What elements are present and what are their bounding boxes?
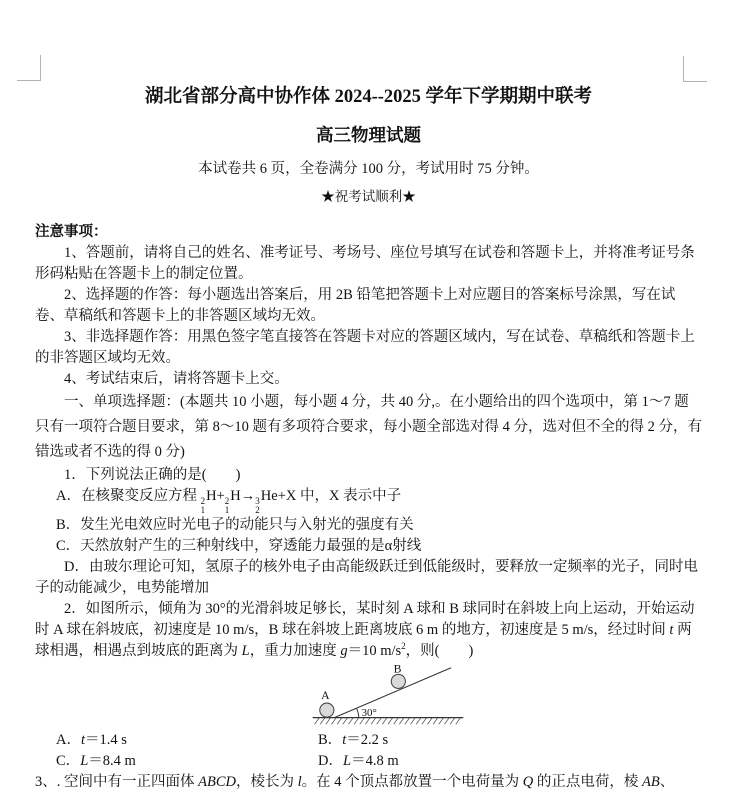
ball-B (391, 674, 405, 688)
ball-A (320, 703, 334, 717)
question-1-option-b: B．发生光电效应时光电子的动能只与入射光的强度有关 (56, 517, 414, 533)
exam-subtitle: 高三物理试题 (316, 125, 421, 145)
question-2-option-c: C．L＝8.4 m (56, 753, 136, 769)
question-2-option-a: A．t＝1.4 s (56, 732, 127, 748)
section-1-heading: 一、单项选择题：(本题共 10 小题，每小题 4 分，共 40 分,。在小题给出的四个选项中，第 1～7 题只有一项符合题目要求，第 8～10 题有多项符合要求，每小题全部选对得 4 分，选对但不全的得 2 分，有错选或者不选的得 0 分) (35, 394, 702, 460)
incline-diagram (303, 664, 473, 728)
notes-heading: 注意事项： (35, 224, 108, 240)
crop-mark-top-left (17, 55, 41, 81)
crop-mark-top-right (683, 56, 707, 82)
notes-item-2: 2、选择题的作答：每小题选出答案后，用 2B 铅笔把答题卡上对应题目的答案标号涂黑，写在试卷、草稿纸和答题卡上的非答题区域均无效。 (35, 287, 676, 324)
notes-item-1: 1、答题前，请将自己的姓名、准考证号、考场号、座位号填写在试卷和答题卡上，并将准考证号条形码粘贴在答题卡上的制定位置。 (35, 245, 695, 282)
figure-angle-label: 30° (361, 706, 377, 719)
exam-wish-line: ★祝考试顺利★ (321, 189, 416, 204)
angle-arc (357, 709, 359, 718)
exam-info-line: 本试卷共 6 页，全卷满分 100 分，考试用时 75 分钟。 (198, 161, 539, 177)
notes-item-3: 3、非选择题作答：用黑色签字笔直接答在答题卡对应的答题区域内，写在试卷、草稿纸和答题卡上的非答题区域均无效。 (35, 329, 695, 366)
question-2-stem: 2．如图所示，倾角为 30°的光滑斜坡足够长，某时刻 A 球和 B 球同时在斜坡上向上运动，开始运动时 A 球在斜坡底，初速度是 10 m/s，B 球在斜坡上距离坡底 6 m 的地方，初速度是 5 m/s，经过时间 t 两球相遇，相遇点到坡底的距离为 L，重力加速度 g＝10 $m/s^2$，则( ) (35, 601, 695, 659)
question-1-option-a: A．在核聚变反应方程 2 1 H+ 2 1 H→ 3 2 He+X 中，X 表示中子 (56, 488, 402, 515)
figure-label-A: A (321, 688, 330, 702)
incline-line (334, 668, 451, 718)
question-2-options-row-2 (35, 751, 702, 772)
exam-title: 湖北省部分高中协作体 2024--2025 学年下学期期中联考 (144, 87, 593, 107)
question-3-stem: 3、. 空间中有一正四面体 ABCD，棱长为 l。在 4 个顶点都放置一个电荷量为 Q 的正点电荷，棱 AB、 (35, 774, 675, 790)
notes-item-4: 4、考试结束后，请将答题卡上交。 (64, 371, 289, 387)
question-1-option-d: D．由玻尔理论可知，氢原子的核外电子由高能级跃迁到低能级时，要释放一定频率的光子，同时电子的动能减少，电势能增加 (35, 559, 698, 596)
question-2-figure (303, 664, 702, 728)
question-2-options-row-1 (35, 730, 702, 751)
question-2-option-b: B．t＝2.2 s (318, 732, 389, 748)
question-2-option-d: D．L＝4.8 m (318, 753, 399, 769)
figure-label-B: B (393, 662, 402, 676)
question-1-stem: 1．下列说法正确的是( ) (64, 467, 241, 483)
question-1-option-c: C．天然放射产生的三种射线中，穿透能力最强的是α射线 (56, 538, 422, 554)
ground-hatch (315, 718, 461, 725)
page-content (35, 84, 702, 793)
